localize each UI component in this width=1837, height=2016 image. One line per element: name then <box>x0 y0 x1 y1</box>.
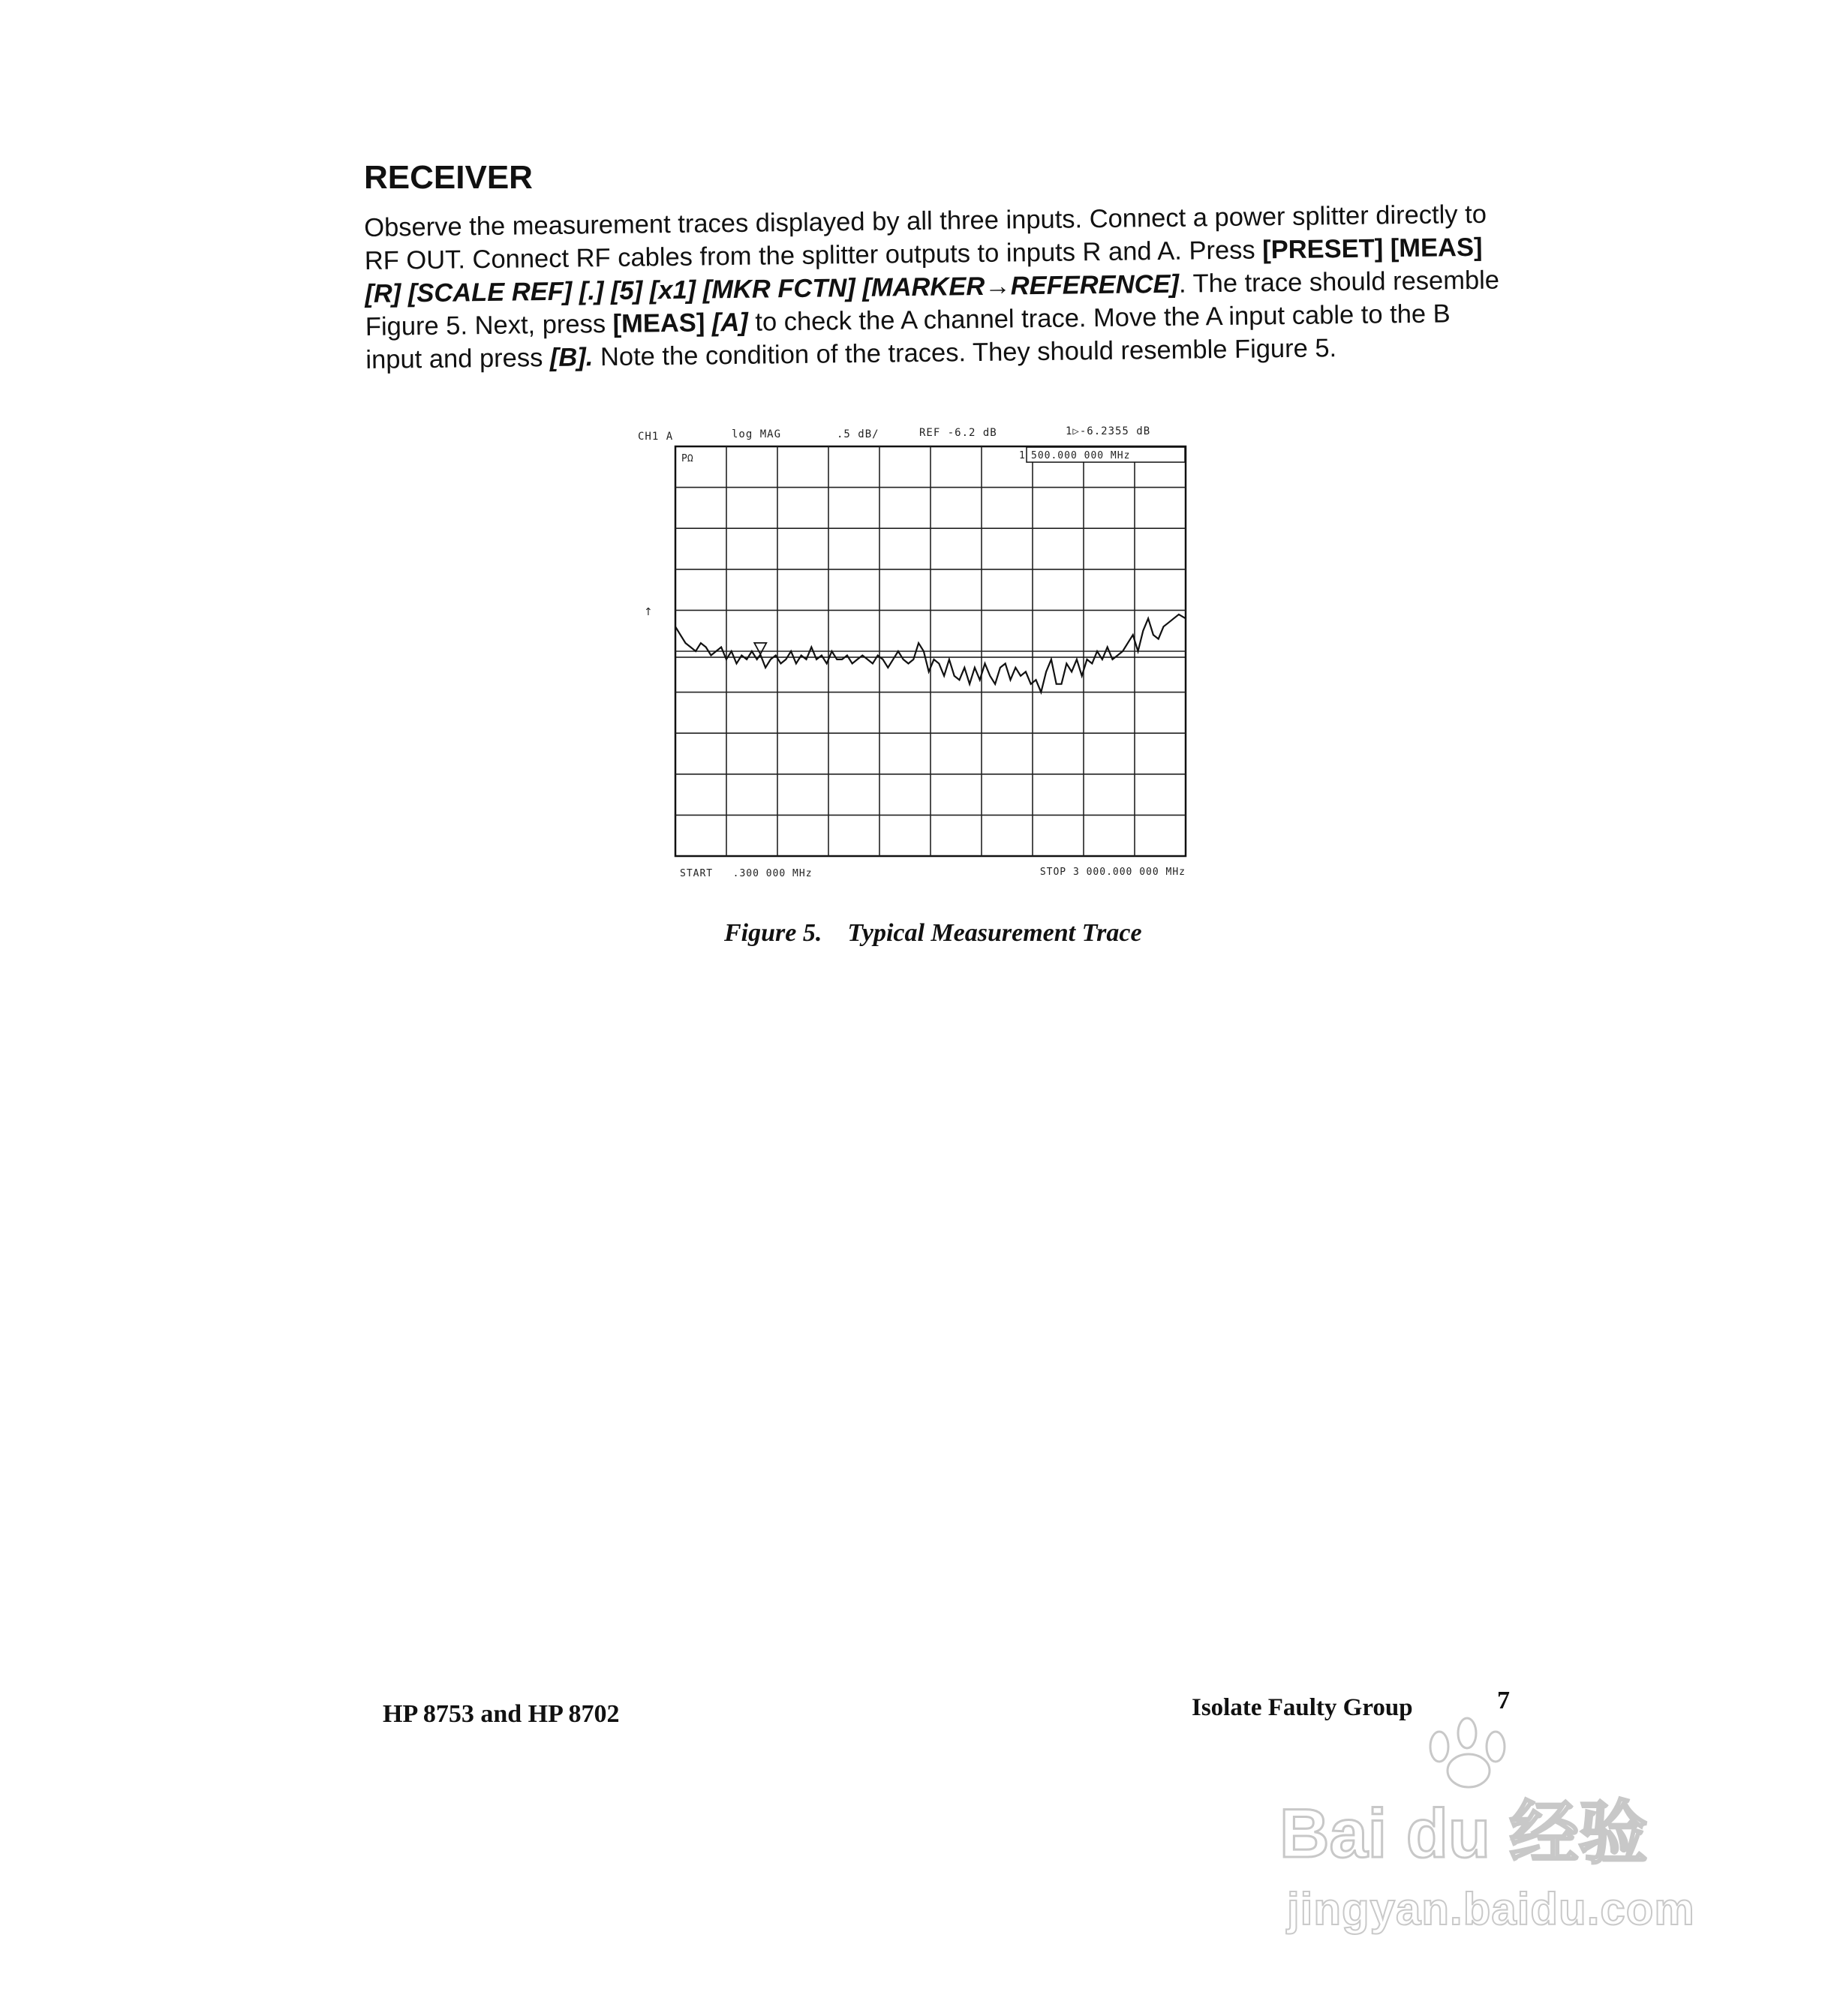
header-channel: CH1 A <box>638 431 674 443</box>
para-text-1: Observe the measurement traces displayed by all three inputs. Connect a power splitter directly to RF OUT. Connect RF cables from the splitter outputs to inputs R and A. Press <box>364 200 1487 275</box>
key-preset-meas: [PRESET] [MEAS] <box>1261 233 1483 265</box>
key-sequence: [R] [SCALE REF] [.] [5] [x1] [MKR FCTN] [MARKER→REFERENCE] <box>365 269 1180 308</box>
watermark-brand: Bai du 经验 <box>1279 1795 1648 1872</box>
stop-label: STOP 3 000.000 000 MHz <box>1039 867 1186 878</box>
marker-triangle-icon <box>754 643 766 654</box>
caption-label: Figure 5. <box>724 919 822 947</box>
start-label: START .300 000 MHz <box>680 868 813 879</box>
section-heading: RECEIVER <box>364 159 533 196</box>
para-text-3: to check the A channel trace. Move the A input cable to the B input and press <box>365 299 1451 374</box>
para-text-4: Note the condition of the traces. They should resemble Figure 5. <box>593 334 1337 372</box>
header-scale: .5 dB/ <box>837 428 879 440</box>
instruction-paragraph <box>364 197 1508 377</box>
header-marker: 1▷-6.2355 dB <box>1066 425 1151 437</box>
marker-triangle <box>754 643 766 654</box>
footer-section: Isolate Faulty Group <box>1192 1694 1413 1721</box>
marker-frequency: 500.000 000 MHz <box>1031 450 1131 461</box>
key-b: [B]. <box>549 343 594 372</box>
measurement-figure <box>638 424 1208 897</box>
header-format: log MAG <box>732 428 782 440</box>
para-text-2: . The trace should resemble Figure 5. Next, press <box>365 266 1500 341</box>
watermark-domain: jingyan.baidu.com <box>1287 1884 1695 1934</box>
marker-box-number: 1 <box>1019 450 1025 461</box>
corner-tag: PΩ <box>681 453 693 464</box>
key-a: [A] <box>705 308 749 338</box>
caption-title: Typical Measurement Trace <box>847 919 1142 947</box>
key-meas: [MEAS] <box>612 308 705 338</box>
figure-caption <box>724 919 1142 948</box>
header-ref: REF -6.2 dB <box>919 427 997 439</box>
page-number: 7 <box>1497 1687 1510 1714</box>
footer-product: HP 8753 and HP 8702 <box>383 1700 620 1728</box>
ref-arrow: ↑ <box>644 606 653 618</box>
trace-chart <box>638 424 1208 897</box>
